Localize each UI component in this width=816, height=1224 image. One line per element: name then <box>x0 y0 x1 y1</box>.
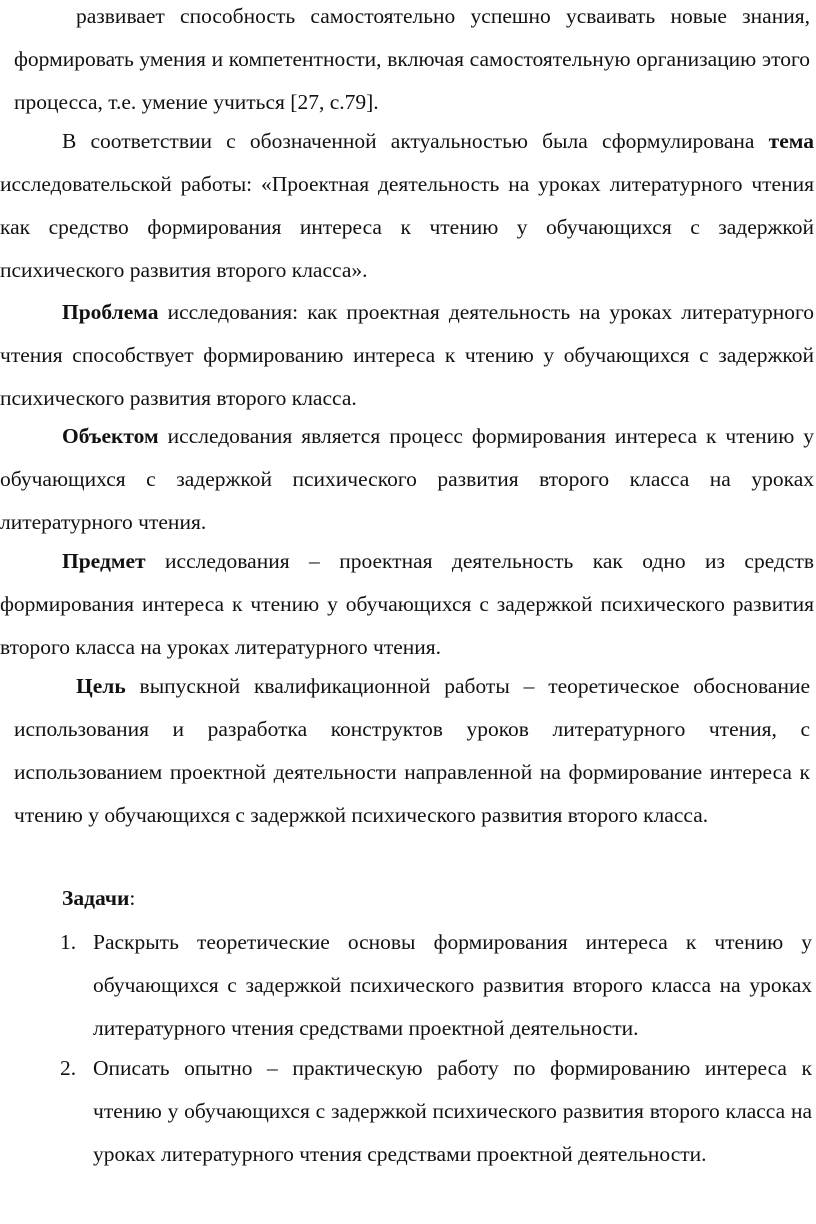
list-item-text: Раскрыть теоретические основы формирования интереса к чтению у обучающихся с задержкой психического развития второго класса на уроках литературного чтения средствами проектной деятельности. <box>93 930 812 1040</box>
goal-paragraph <box>14 665 810 837</box>
tasks-label: Задачи <box>62 886 130 910</box>
object-text: исследования является процесс формирования интереса к чтению у обучающихся с задержкой психического развития второго класса на уроках литературного чтения. <box>0 424 814 534</box>
intro-text: развивает способность самостоятельно успешно усваивать новые знания, формировать умения и компетентности, включая самостоятельную организацию этого процесса, т.е. умение учиться [27, с.79]. <box>14 4 810 114</box>
list-item <box>60 1047 812 1222</box>
theme-label: тема <box>768 129 814 153</box>
goal-label: Цель <box>76 674 126 698</box>
tasks-colon: : <box>129 886 136 910</box>
list-item <box>60 921 812 1051</box>
object-label: Объектом <box>62 424 159 448</box>
problem-text: исследования: как проектная деятельность на уроках литературного чтения способствует формированию интереса к чтению у обучающихся с задержкой психического развития второго класса. <box>0 300 814 410</box>
problem-label: Проблема <box>62 300 159 324</box>
subject-text: исследования – проектная деятельность как одно из средств формирования интереса к чтению у обучающихся с задержкой психического развития второго класса на уроках литературного чтения. <box>0 549 815 659</box>
list-item-number: 1. <box>60 930 77 954</box>
theme-text: исследовательской работы: «Проектная деятельность на уроках литературного чтения как средство формирования интереса к чтению у обучающихся с задержкой психического развития второго класса». <box>0 172 814 282</box>
subject-paragraph <box>0 540 814 669</box>
subject-label: Предмет <box>62 549 146 573</box>
problem-paragraph <box>0 291 814 420</box>
object-paragraph <box>0 415 814 544</box>
list-item-text: Описать опытно – практическую работу по формированию интереса к чтению у обучающихся с задержкой психического развития второго класса на уроках литературного чтения средствами проектной деятельности. <box>93 1056 812 1166</box>
intro-paragraph <box>14 0 810 124</box>
theme-paragraph <box>0 120 814 292</box>
theme-lead-text: В соответствии с обозначенной актуальностью была сформулирована <box>62 129 755 153</box>
goal-text: выпускной квалификационной работы – теоретическое обоснование использования и разработка конструктов уроков литературного чтения, с использованием проектной деятельности направленной на формирование интереса к чтению у обучающихся с задержкой психического развития второго класса. <box>14 674 811 827</box>
list-item-number: 2. <box>60 1056 77 1080</box>
tasks-heading <box>62 877 462 920</box>
